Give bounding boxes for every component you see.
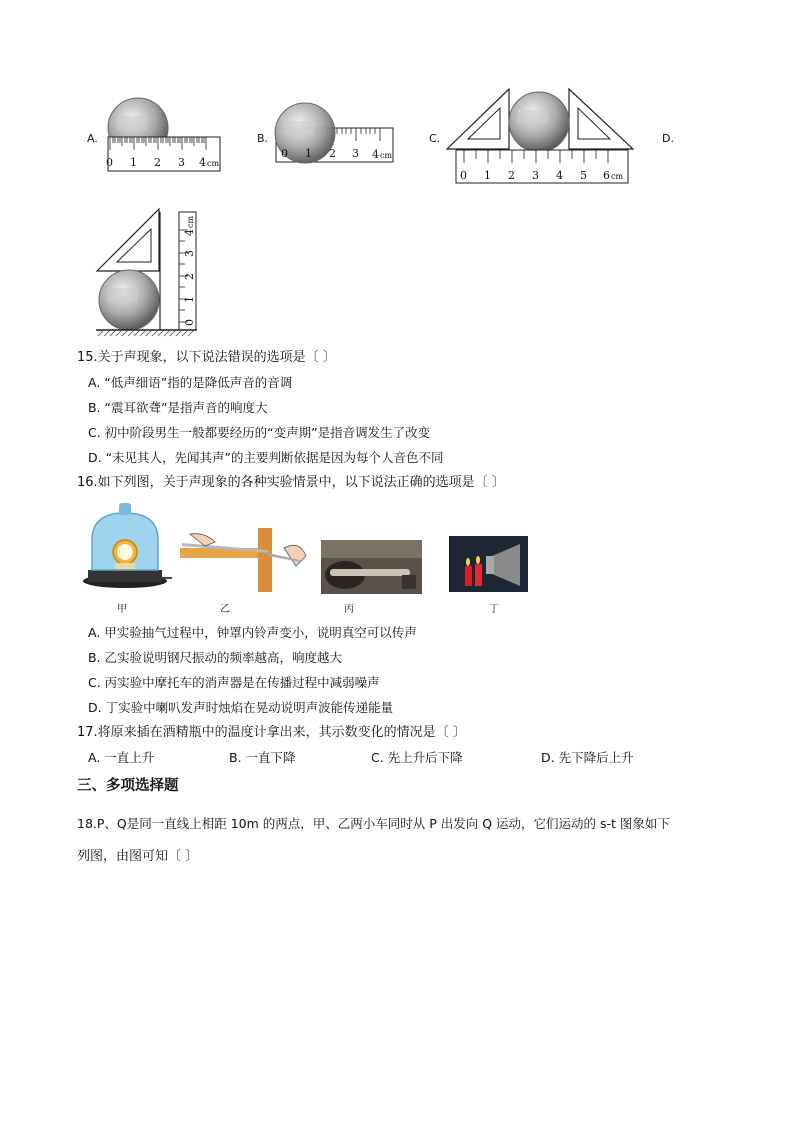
ruler-d-tick-2: 2 (183, 273, 196, 280)
image-speaker-candles (449, 536, 528, 592)
ruler-d-tick-3: 3 (183, 250, 196, 257)
ruler-c-tick-4: 4 (556, 169, 563, 182)
q17-option-c: C. 先上升后下降 (371, 750, 463, 765)
ruler-c-tick-6: 6 (603, 169, 610, 182)
q15-option-b: B. “震耳欲聋”是指声音的响度大 (88, 400, 268, 415)
q15-option-c: C. 初中阶段男生一般都要经历的“变声期”是指音调发生了改变 (88, 425, 431, 440)
q17-stem: 17.将原来插在酒精瓶中的温度计拿出来，其示数变化的情况是〔 〕 (77, 725, 466, 740)
q15-stem: 15.关于声现象，以下说法错误的选项是〔 〕 (77, 350, 336, 365)
q17-option-a: A. 一直上升 (88, 750, 155, 765)
ruler-c-tick-2: 2 (508, 169, 515, 182)
caption-yi: 乙 (220, 604, 230, 615)
q16-option-b: B. 乙实验说明钢尺振动的频率越高，响度越大 (88, 650, 343, 665)
ruler-d-tick-1: 1 (183, 296, 196, 303)
ruler-c-tick-3: 3 (532, 169, 539, 182)
ruler-c-tick-1: 1 (484, 169, 491, 182)
ruler-c-tick-5: 5 (580, 169, 587, 182)
ruler-a-tick-3: 3 (178, 156, 185, 169)
ruler-a-tick-1: 1 (130, 156, 137, 169)
q16-option-c: C. 丙实验中摩托车的消声器是在传播过程中减弱噪声 (88, 675, 380, 690)
section-title: 三、多项选择题 (77, 778, 179, 794)
ruler-c-unit: cm (611, 172, 624, 181)
q16-option-a: A. 甲实验抽气过程中，钟罩内铃声变小，说明真空可以传声 (88, 625, 417, 640)
q17-option-b: B. 一直下降 (229, 750, 296, 765)
q15-option-a: A. “低声细语”指的是降低声音的音调 (88, 375, 293, 390)
q16-stem: 16.如下列图，关于声现象的各种实验情景中，以下说法正确的选项是〔 〕 (77, 475, 505, 490)
ruler-a-unit: cm (207, 159, 220, 168)
q16-option-d: D. 丁实验中喇叭发声时烛焰在晃动说明声波能传递能量 (88, 700, 394, 715)
ruler-d-tick-4: 4 (183, 229, 196, 236)
q17-option-d: D. 先下降后上升 (541, 750, 634, 765)
q18-line-2: 列图，由图可知〔 〕 (77, 849, 199, 864)
ruler-b-tick-4: 4 (372, 148, 379, 161)
ruler-b-tick-1: 1 (305, 147, 312, 160)
ruler-b-unit: cm (380, 151, 393, 160)
option-a-label: A. (87, 132, 98, 145)
ruler-c-tick-0: 0 (460, 169, 467, 182)
q15-option-d: D. “未见其人，先闻其声”的主要判断依据是因为每个人音色不同 (88, 450, 444, 465)
q18-line-1: 18.P、Q是同一直线上相距 10m 的两点，甲、乙两小车同时从 P 出发向 Q 运动，它们运动的 s-t 图象如下 (77, 816, 670, 831)
option-d-label: D. (662, 132, 674, 145)
image-motorcycle (321, 540, 422, 594)
ruler-a-tick-0: 0 (106, 156, 113, 169)
ruler-d-tick-0: 0 (183, 319, 196, 326)
caption-ding: 丁 (489, 604, 499, 615)
image-bell-jar (83, 503, 172, 588)
option-b-label: B. (257, 132, 269, 145)
ruler-b-tick-3: 3 (352, 147, 359, 160)
ruler-b-tick-0: 0 (281, 147, 288, 160)
ruler-a-tick-2: 2 (154, 156, 161, 169)
ruler-a-tick-4: 4 (199, 156, 206, 169)
caption-jia: 甲 (117, 604, 127, 615)
ruler-b-tick-2: 2 (329, 147, 336, 160)
ruler-d-unit: cm (186, 215, 195, 228)
caption-bing: 丙 (344, 604, 354, 615)
image-steel-ruler (180, 528, 306, 592)
option-c-label: C. (429, 132, 441, 145)
